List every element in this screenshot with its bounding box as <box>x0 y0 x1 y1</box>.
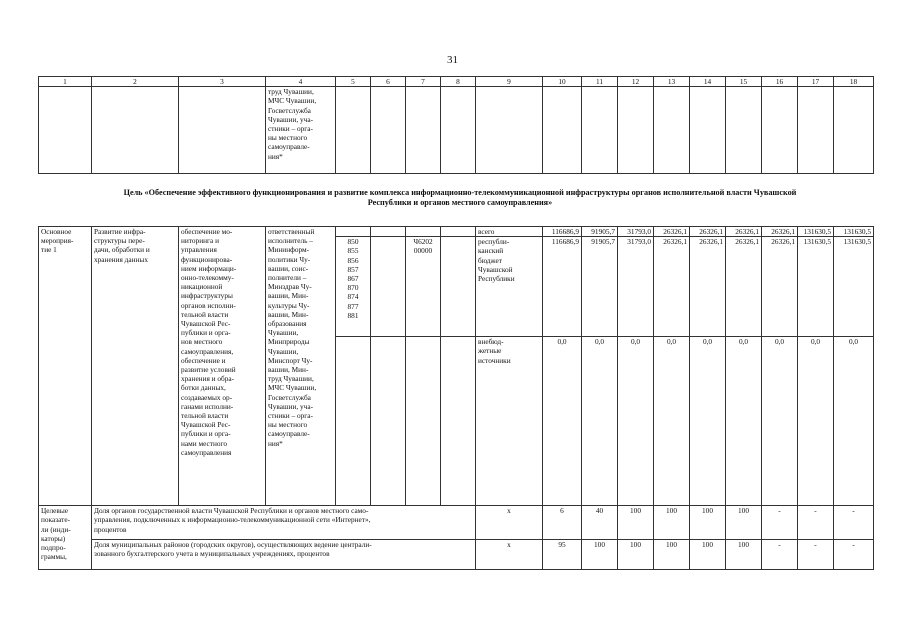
funding-value: 0,0 <box>798 337 834 506</box>
indicators-label: Целевые показате- ли (инди- каторы) подпро- граммы, <box>39 506 92 570</box>
indicator-value: - <box>762 540 798 570</box>
continuation-table <box>38 76 874 174</box>
funding-value: 0,0 <box>690 337 726 506</box>
col-num: 10 <box>543 77 582 87</box>
column-number-row <box>39 77 874 87</box>
indicator-value: - <box>834 540 874 570</box>
funding-value: 26326,1 <box>762 237 798 337</box>
col-num: 11 <box>582 77 618 87</box>
funding-value: 116686,9 <box>543 237 582 337</box>
funding-value: 131630,5 <box>798 237 834 337</box>
indicator-value: 40 <box>582 506 618 540</box>
indicator-value: 100 <box>618 506 654 540</box>
funding-value: 0,0 <box>654 337 690 506</box>
col-num: 2 <box>92 77 179 87</box>
col-num: 3 <box>179 77 266 87</box>
funding-value: 26326,1 <box>690 237 726 337</box>
page-number: 31 <box>447 54 458 66</box>
continuation-executor: труд Чувашии, МЧС Чувашии, Госветслужба Чувашии, уча- стники – орга- ны местного самоуправле- ния* <box>266 87 336 174</box>
funding-value: 0,0 <box>726 337 762 506</box>
indicator-row <box>39 506 874 540</box>
funding-value: 31793,0 <box>618 237 654 337</box>
indicator-value: - <box>834 506 874 540</box>
indicator-value: 95 <box>543 540 582 570</box>
col-num: 16 <box>762 77 798 87</box>
funding-value: 0,0 <box>543 337 582 506</box>
funding-value: 131630,5 <box>834 227 874 237</box>
indicator-text: Доля муниципальных районов (городских округов), осуществляющих ведение централи- зованного бухгалтерского учета в муниципальных учреждениях, процентов <box>92 540 476 570</box>
col-num: 13 <box>654 77 690 87</box>
funding-value: 131630,5 <box>834 237 874 337</box>
indicator-value: 100 <box>726 540 762 570</box>
col-num: 17 <box>798 77 834 87</box>
funding-value: 91905,7 <box>582 227 618 237</box>
funding-value: 91905,7 <box>582 237 618 337</box>
funding-value: 26326,1 <box>726 227 762 237</box>
continuation-row <box>39 87 874 174</box>
funding-source: республи- канский бюджет Чувашской Республики <box>476 237 543 337</box>
col-num: 8 <box>441 77 476 87</box>
col-num: 9 <box>476 77 543 87</box>
funding-value: 0,0 <box>762 337 798 506</box>
grbs-codes: 850 855 856 857 867 870 874 877 881 <box>336 237 371 337</box>
indicator-value: 100 <box>726 506 762 540</box>
goal-heading: Цель «Обеспечение эффективного функционирования и развитие комплекса информационно-телекоммуникационной инфраструктуры органов исполнительной власти Чувашской Республики и органов местного самоуправления» <box>123 188 797 207</box>
funding-source: внебюд- жетные источники <box>476 337 543 506</box>
funding-value: 26326,1 <box>690 227 726 237</box>
indicator-text: Доля органов государственной власти Чувашской Республики и органов местного само- управления, подключенных к информационно-телекоммуникационной сети «Интернет», процентов <box>92 506 476 540</box>
funding-value: 31793,0 <box>618 227 654 237</box>
indicator-value: - <box>798 540 834 570</box>
col-num: 14 <box>690 77 726 87</box>
col-num: 12 <box>618 77 654 87</box>
funding-value: 116686,9 <box>543 227 582 237</box>
indicator-value: - <box>762 506 798 540</box>
funding-value: 26326,1 <box>654 227 690 237</box>
funding-value: 26326,1 <box>726 237 762 337</box>
indicator-x: x <box>476 540 543 570</box>
funding-value: 0,0 <box>834 337 874 506</box>
indicator-row <box>39 540 874 570</box>
funding-source: всего <box>476 227 543 237</box>
funding-value: 131630,5 <box>798 227 834 237</box>
funding-value: 0,0 <box>618 337 654 506</box>
activity-name: Основное мероприя- тие 1 <box>39 227 92 506</box>
col-num: 1 <box>39 77 92 87</box>
indicator-x: x <box>476 506 543 540</box>
funding-value: 26326,1 <box>762 227 798 237</box>
indicator-value: - <box>798 506 834 540</box>
col-num: 5 <box>336 77 371 87</box>
indicator-value: 100 <box>582 540 618 570</box>
col-num: 18 <box>834 77 874 87</box>
target-article: Ч6202 00000 <box>406 237 441 337</box>
activity-description: обеспечение мо- ниторинга и управления функционирова- нием информаци- онно-телекомму- никационной инфраструктуры органов исполни- тельной власти Чувашской Рес- публики и орга- нов местного самоуправления, обеспечение и развитие условий хранения и обра- ботки данных, создаваемых ор- ганами исполни- тельной власти Чувашской Рес- публики и орга- нами местного самоуправления <box>179 227 266 506</box>
funding-row-total <box>39 227 874 237</box>
indicator-value: 100 <box>690 506 726 540</box>
indicator-value: 100 <box>690 540 726 570</box>
col-num: 15 <box>726 77 762 87</box>
main-activity-table <box>38 226 874 570</box>
indicator-value: 100 <box>654 506 690 540</box>
indicator-value: 100 <box>654 540 690 570</box>
col-num: 4 <box>266 77 336 87</box>
activity-executor: ответственный исполнитель – Мининформ- политики Чу- вашии, соис- полнители – Минздрав Чу- вашии, Мин- культуры Чу- вашии, Мин- образования Чувашии, Минприроды Чувашии, Минспорт Чу- вашии, Мин- труд Чувашии, МЧС Чувашии, Госветслужба Чувашии, уча- стники – орга- ны местного самоуправле- ния* <box>266 227 336 506</box>
activity-title: Развитие инфра- структуры пере- дачи, обработки и хранения данных <box>92 227 179 506</box>
col-num: 6 <box>371 77 406 87</box>
funding-value: 26326,1 <box>654 237 690 337</box>
indicator-value: 100 <box>618 540 654 570</box>
indicator-value: 6 <box>543 506 582 540</box>
col-num: 7 <box>406 77 441 87</box>
funding-value: 0,0 <box>582 337 618 506</box>
